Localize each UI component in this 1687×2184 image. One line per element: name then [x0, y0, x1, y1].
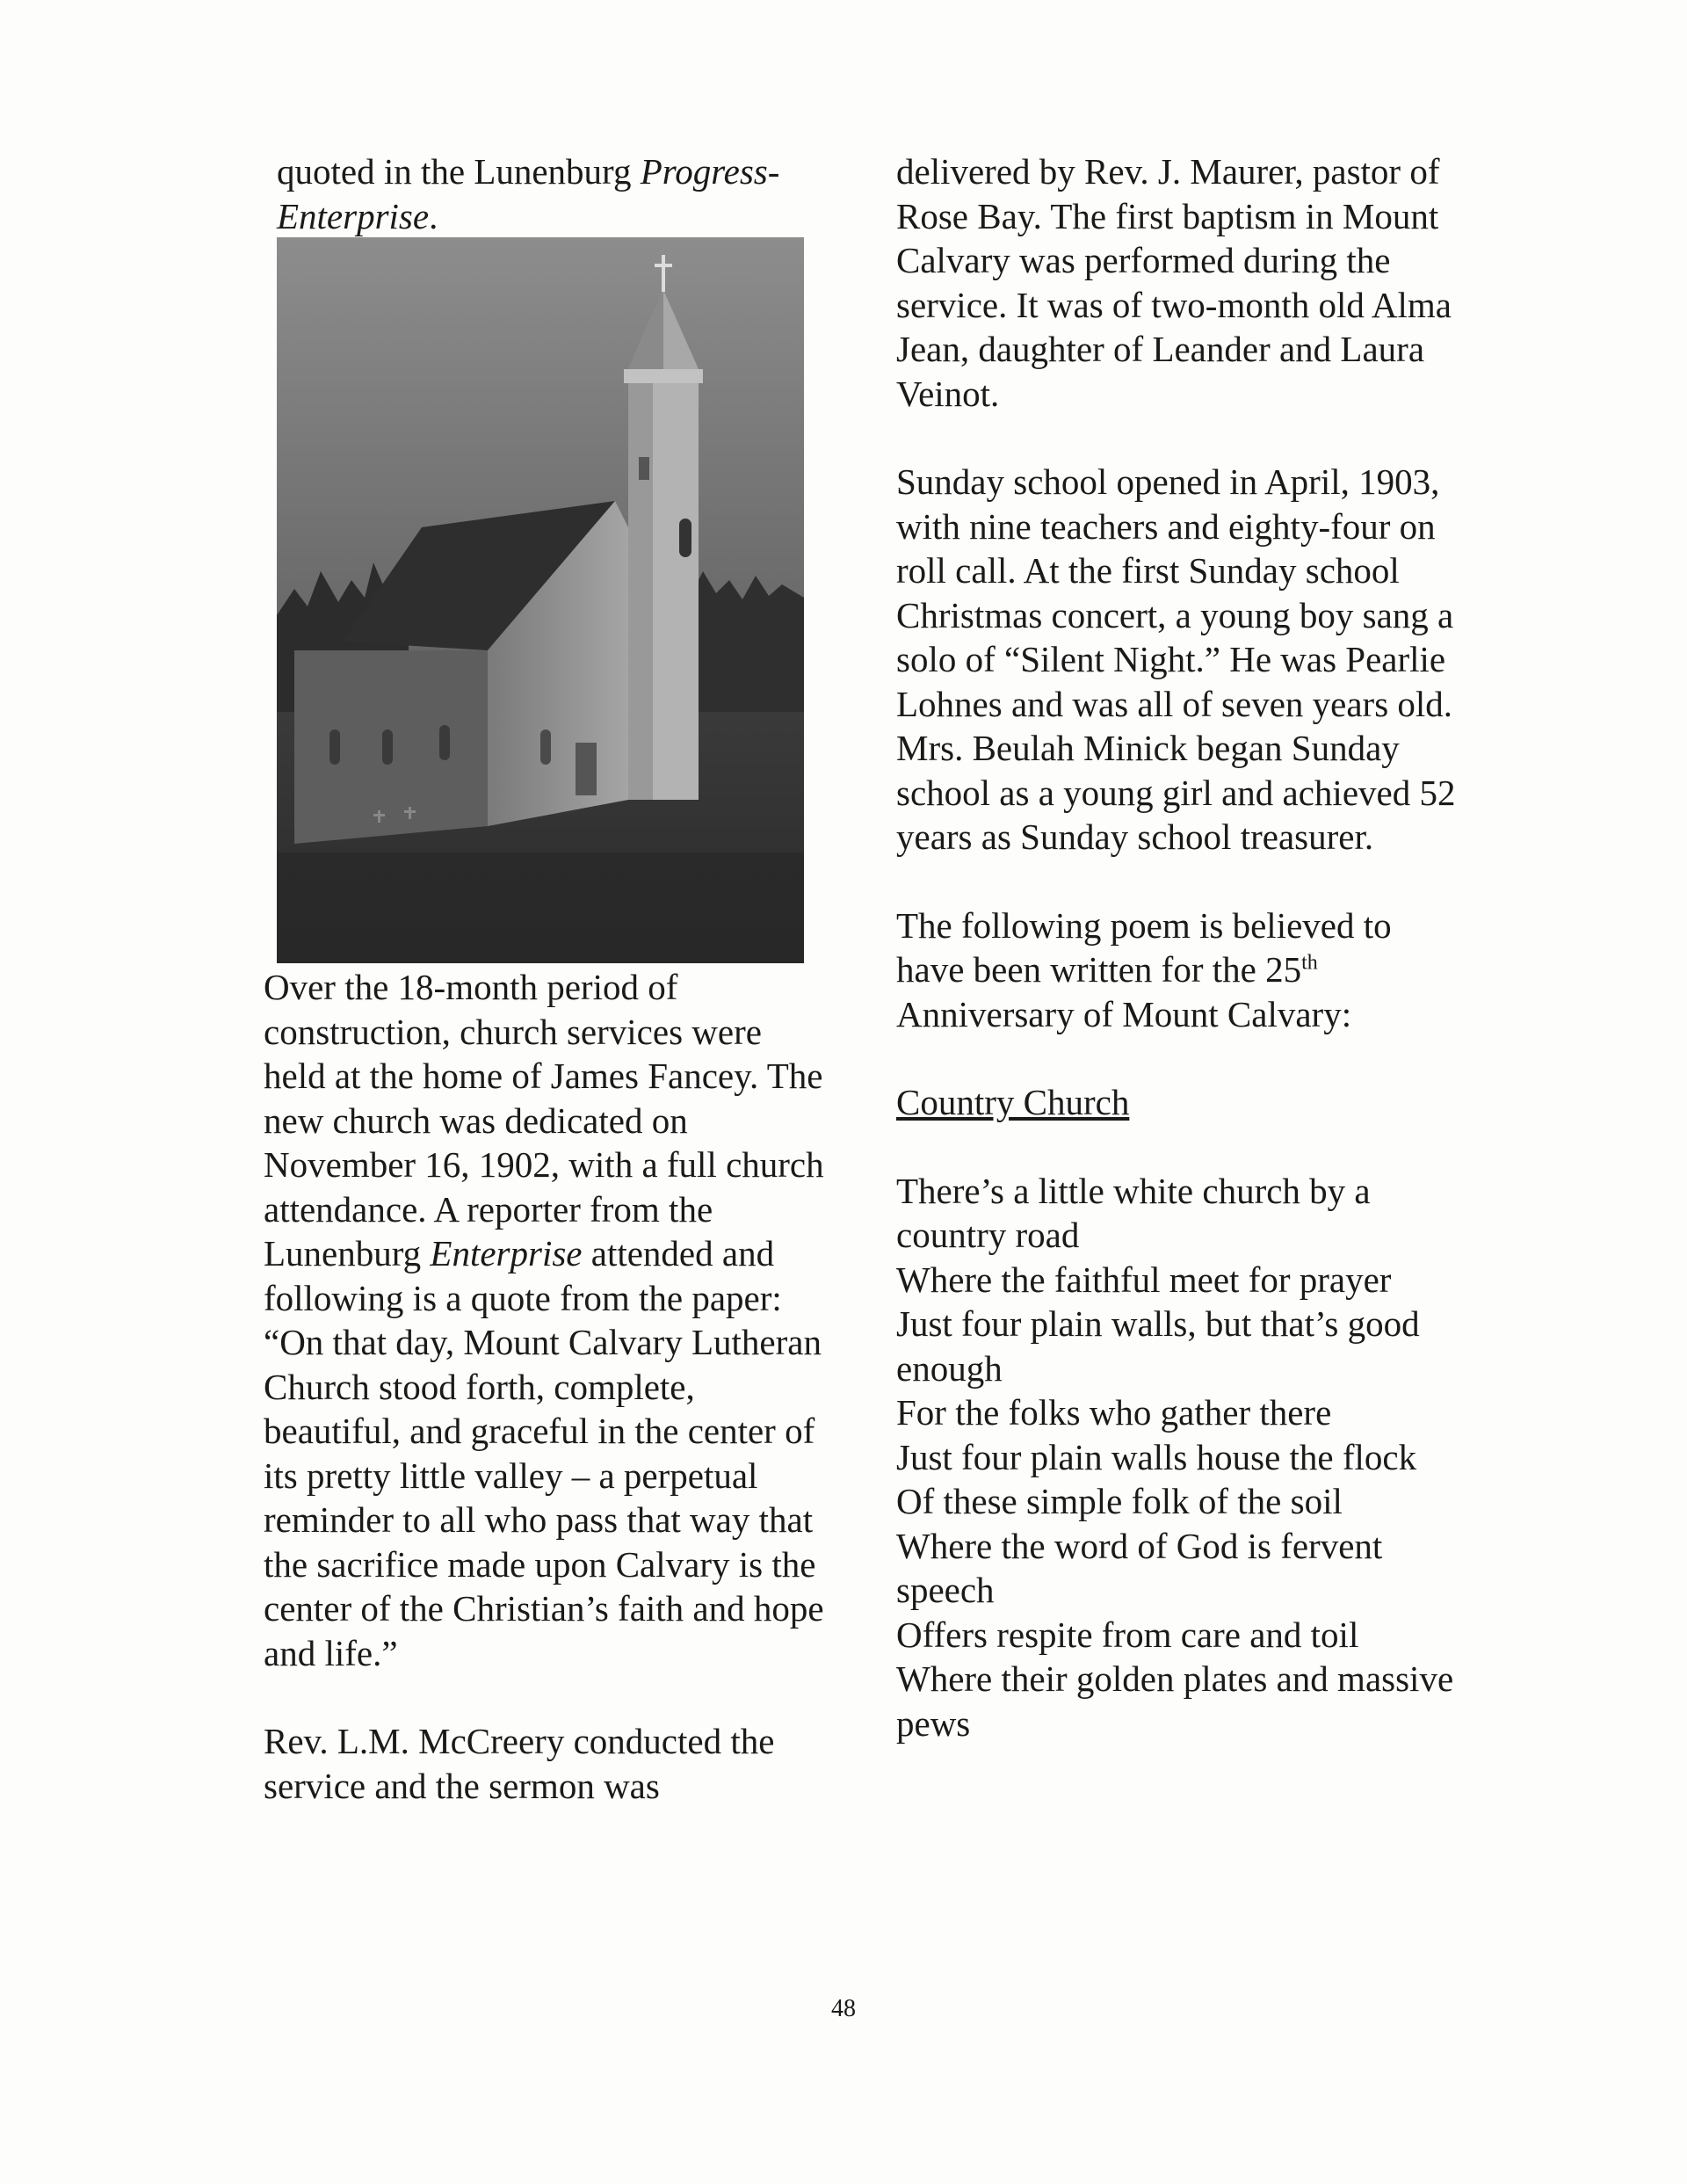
intro-text-part: quoted in the Lunenburg	[277, 151, 641, 192]
poem-line: Just four plain walls house the flock	[896, 1436, 1417, 1477]
church-photo	[277, 237, 804, 963]
poem-line: There’s a little white church by a country road	[896, 1170, 1371, 1255]
newspaper-name: Enterprise	[430, 1233, 583, 1273]
poem-line: Offers respite from care and toil	[896, 1614, 1359, 1655]
service-paragraph: Rev. L.M. McCreery conducted the service and the sermon was	[264, 1721, 775, 1806]
poem-line: Where their golden plates and massive pews	[896, 1658, 1454, 1744]
poem-intro-text-end: Anniversary of Mount Calvary:	[896, 993, 1352, 1034]
ordinal-suffix: th	[1301, 951, 1318, 975]
poem-line: Just four plain walls, but that’s good enough	[896, 1303, 1420, 1389]
poem-title: Country Church	[896, 1082, 1130, 1122]
left-column-main	[264, 965, 826, 1808]
left-column-intro	[277, 149, 839, 238]
poem-line: For the folks who gather there	[896, 1392, 1332, 1433]
dedication-paragraph	[264, 965, 826, 1675]
newspaper-name: Progress-Enterprise	[277, 151, 780, 236]
right-column	[896, 149, 1467, 1745]
sermon-paragraph: delivered by Rev. J. Maurer, pastor of Rose Bay. The first baptism in Mount Calvary was performed during the service. It was of two-month old Alma Jean, daughter of Leander and Laura Veinot.	[896, 151, 1452, 414]
intro-text-end: .	[429, 195, 438, 236]
poem-body	[896, 1169, 1467, 1746]
poem-line: Where the word of God is fervent speech	[896, 1525, 1383, 1610]
page-number: 48	[831, 1995, 856, 2022]
poem-intro-paragraph	[896, 903, 1467, 1037]
sunday-school-paragraph: Sunday school opened in April, 1903, with nine teachers and eighty-four on roll call. At the first Sunday school Christmas concert, a young boy sang a solo of “Silent Night.” He was Pearlie Lohnes and was all of seven years old. Mrs. Beulah Minick began Sunday school as a young girl and achieved 52 years as Sunday school treasurer.	[896, 461, 1456, 857]
intro-text	[277, 149, 839, 238]
quote-text: attended and following is a quote from the paper: “On that day, Mount Calvary Lutheran Church stood forth, complete, beautiful, and graceful in the center of its pretty little valley – a perpetual reminder to all who pass that way that the sacrifice made upon Calvary is the center of the Christian’s faith and hope and life.”	[264, 1233, 824, 1673]
poem-line: Where the faithful meet for prayer	[896, 1259, 1392, 1300]
poem-intro-text: The following poem is believed to have been written for the 25	[896, 904, 1392, 990]
poem-line: Of these simple folk of the soil	[896, 1481, 1343, 1521]
dedication-text: Over the 18-month period of construction, church services were held at the home of James Fancey. The new church was dedicated on November 16, 1902, with a full church attendance. A reporter from the Lunenburg	[264, 967, 824, 1273]
